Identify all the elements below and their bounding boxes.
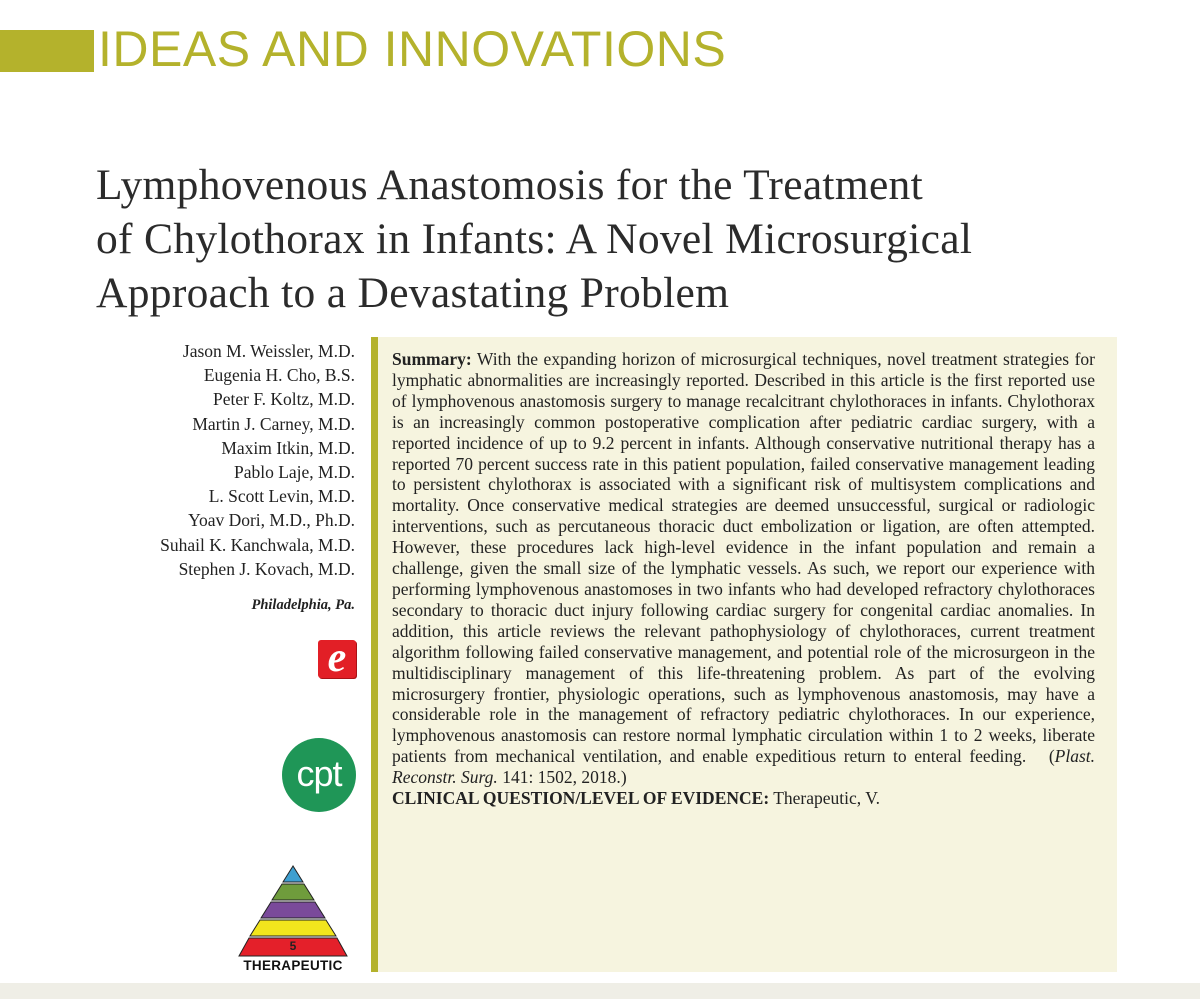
clinical-question-label: CLINICAL QUESTION/LEVEL OF EVIDENCE: <box>392 788 770 809</box>
citation-details: 141: 1502, 2018. <box>502 767 621 788</box>
pyramid-tier-1 <box>283 866 303 882</box>
summary-label: Summary: <box>392 349 472 369</box>
author-name: Pablo Laje, M.D. <box>233 462 355 483</box>
author-name: L. Scott Levin, M.D. <box>208 486 355 507</box>
author-name: Yoav Dori, M.D., Ph.D. <box>188 510 355 531</box>
article-title <box>96 158 1156 320</box>
pyramid-tier-4 <box>250 920 336 936</box>
article-title-line: of Chylothorax in Infants: A Novel Microsurgical <box>96 215 973 263</box>
pyramid-tier-3 <box>261 902 325 918</box>
author-name: Martin J. Carney, M.D. <box>192 413 355 434</box>
cpt-label: cpt <box>296 753 342 794</box>
e-letter: e <box>327 635 347 681</box>
author-name: Suhail K. Kanchwala, M.D. <box>160 534 355 555</box>
cpt-icon[interactable] <box>282 738 356 812</box>
author-name: Eugenia H. Cho, B.S. <box>203 365 355 386</box>
summary-body: With the expanding horizon of microsurgical techniques, novel treatment strategies for lymphatic abnormalities are increasingly reported. Described in this article is the first reported use of lymphovenous anastomosis surgery to manage recalcitrant chylothoraces in infants. Chylothorax is an increasingly common postoperative complication after pediatric cardiac surgery, with a reported incidence of up to 9.2 percent in infants. Although conservative nutritional therapy has a reported 70 percent success rate in this patient population, failed conservative management leading to persistent chylothorax is associated with a significant risk of multisystem complications and mortality. Once conservative medical strategies are deemed unsuccessful, surgical or radiologic interventions, such as percutaneous thoracic duct embolization or ligation, are often attempted. However, these procedures lack high-level evidence in the infant population and remain a challenge, given the small size of the lymphatic vessels. As such, we report our experience with performing lymphovenous anastomoses in two infants who had developed refractory chylothoraces secondary to thoracic duct injury following cardiac surgery for congenital cardiac anomalies. In addition, this article reviews the relevant pathophysiology of chylothoraces, current treatment algorithm following failed conservative management, and potential role of the microsurgeon in the multidisciplinary management of this life-threatening problem. As part of the evolving microsurgery frontier, physiologic operations, such as lymphovenous anastomosis, may have a considerable role in the management of refractory pediatric chylothoraces. In our experience, lymphovenous anastomosis can restore normal lymphatic circulation within 1 to 2 weeks, liberate patients from mechanical ventilation, and enable expeditious return to enteral feeding. <box>392 349 1095 767</box>
electronic-content-icon[interactable] <box>318 635 356 681</box>
clinical-question-value: Therapeutic, V. <box>773 788 880 809</box>
section-title: IDEAS AND INNOVATIONS <box>98 21 727 77</box>
author-list <box>160 339 355 617</box>
article-title-line: Approach to a Devastating Problem <box>96 269 730 317</box>
section-accent-bar <box>0 30 94 72</box>
article-title-line: Lymphovenous Anastomosis for the Treatment <box>96 161 923 209</box>
pyramid-tier-2 <box>272 884 314 900</box>
page-bottom-band <box>0 983 1200 999</box>
evidence-level-number: 5 <box>289 939 297 953</box>
evidence-type-label: THERAPEUTIC <box>243 958 343 973</box>
author-name: Stephen J. Kovach, M.D. <box>178 558 355 579</box>
citation-journal: Plast. Reconstr. Surg. <box>392 746 1096 788</box>
summary-paragraph: Summary: With the expanding horizon of microsurgical techniques, novel treatment strategies for lymphatic abnormalities are increasingly reported. Described in this article is the first reported use of lymphovenous anastomosis surgery to manage recalcitrant chylothoraces in infants. Chylothorax is an increasingly common postoperative complication after pediatric cardiac surgery, with a reported incidence of up to 9.2 percent in infants. Although conservative nutritional therapy has a reported 70 percent success rate in this patient population, failed conservative management leading to persistent chylothorax is associated with a significant risk of multisystem complications and mortality. Once conservative medical strategies are deemed unsuccessful, surgical or radiologic interventions, such as percutaneous thoracic duct embolization or ligation, are often attempted. However, these procedures lack high-level evidence in the infant population and remain a challenge, given the small size of the lymphatic vessels. As such, we report our experience with performing lymphovenous anastomoses in two infants who had developed refractory chylothoraces secondary to thoracic duct injury following cardiac surgery for congenital cardiac anomalies. In addition, this article reviews the relevant pathophysiology of chylothoraces, current treatment algorithm following failed conservative management, and potential role of the microsurgeon in the multidisciplinary management of this life-threatening problem. As part of the evolving microsurgery frontier, physiologic operations, such as lymphovenous anastomosis, may have a considerable role in the management of refractory pediatric chylothoraces. In our experience, lymphovenous anastomosis can restore normal lymphatic circulation within 1 to 2 weeks, liberate patients from mechanical ventilation, and enable expeditious return to enteral feeding. (Plast. Reconstr. Surg. 141: 1502, 2018.) CLINICAL QUESTION/LEVEL OF EVIDENCE: Therapeutic, V. <box>392 349 1096 809</box>
author-location: Philadelphia, Pa. <box>251 597 355 614</box>
author-name: Maxim Itkin, M.D. <box>221 437 355 458</box>
author-name: Peter F. Koltz, M.D. <box>213 389 355 410</box>
author-name: Jason M. Weissler, M.D. <box>182 341 355 361</box>
